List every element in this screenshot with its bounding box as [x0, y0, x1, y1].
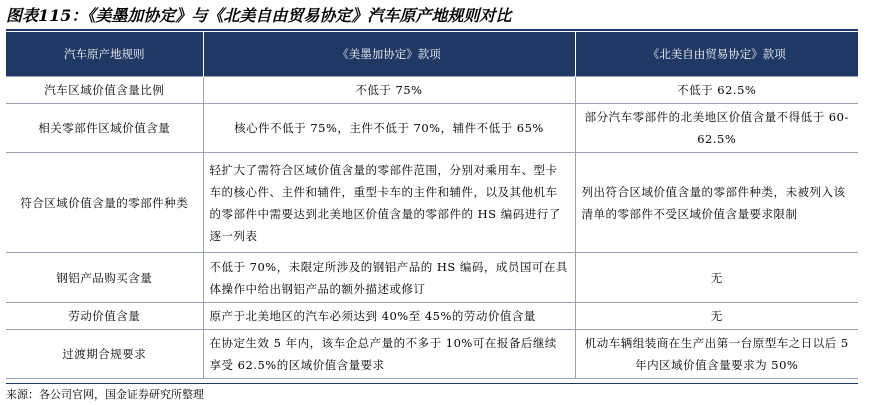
title-rule [6, 29, 858, 31]
table-row [6, 153, 858, 253]
row-label: 钢铝产品购买含量 [6, 253, 203, 303]
column-header: 汽车原产地规则 [6, 32, 203, 77]
table-cell: 原产于北美地区的汽车必须达到 40%至 45%的劳动价值含量 [203, 303, 575, 330]
row-label: 相关零部件区域价值含量 [6, 104, 203, 153]
table-cell: 列出符合区域价值含量的零部件种类，未被列入该清单的零部件不受区域价值含量要求限制 [575, 153, 858, 253]
table-cell: 轻扩大了需符合区域价值含量的零部件范围，分别对乘用车、型卡车的核心件、主件和辅件，重型卡车的主件和辅件，以及其他机车的零部件中需要达到北美地区价值含量的零部件的 HS 编码进行了逐一列表 [203, 153, 575, 253]
table-cell: 不低于 70%，未限定所涉及的钢铝产品的 HS 编码，成员国可在具体操作中给出钢铝产品的额外描述或修订 [203, 253, 575, 303]
table-cell: 不低于 62.5% [575, 77, 858, 104]
comparison-table [6, 32, 858, 379]
source-note: 来源：各公司官网，国金证券研究所整理 [6, 388, 204, 401]
table-row [6, 104, 858, 153]
row-label: 符合区域价值含量的零部件种类 [6, 153, 203, 253]
table-cell: 无 [575, 303, 858, 330]
column-header: 《美墨加协定》款项 [203, 32, 575, 77]
table-row [6, 77, 858, 104]
table-cell: 在协定生效 5 年内，该车企总产量的不多于 10%可在报备后继续享受 62.5%的区域价值含量要求 [203, 330, 575, 379]
bottom-rule [6, 383, 858, 384]
page-title: 图表115：《美墨加协定》与《北美自由贸易协定》汽车原产地规则对比 [6, 6, 512, 25]
column-header: 《北美自由贸易协定》款项 [575, 32, 858, 77]
table-header-row [6, 32, 858, 77]
table-row [6, 303, 858, 330]
table-cell: 部分汽车零部件的北美地区价值含量不得低于 60-62.5% [575, 104, 858, 153]
row-label: 过渡期合规要求 [6, 330, 203, 379]
row-label: 汽车区域价值含量比例 [6, 77, 203, 104]
table-row [6, 253, 858, 303]
table-cell: 核心件不低于 75%，主件不低于 70%，辅件不低于 65% [203, 104, 575, 153]
row-label: 劳动价值含量 [6, 303, 203, 330]
table-row [6, 330, 858, 379]
table-cell: 不低于 75% [203, 77, 575, 104]
table-cell: 机动车辆组装商在生产出第一台原型车之日以后 5 年内区域价值含量要求为 50% [575, 330, 858, 379]
table-cell: 无 [575, 253, 858, 303]
